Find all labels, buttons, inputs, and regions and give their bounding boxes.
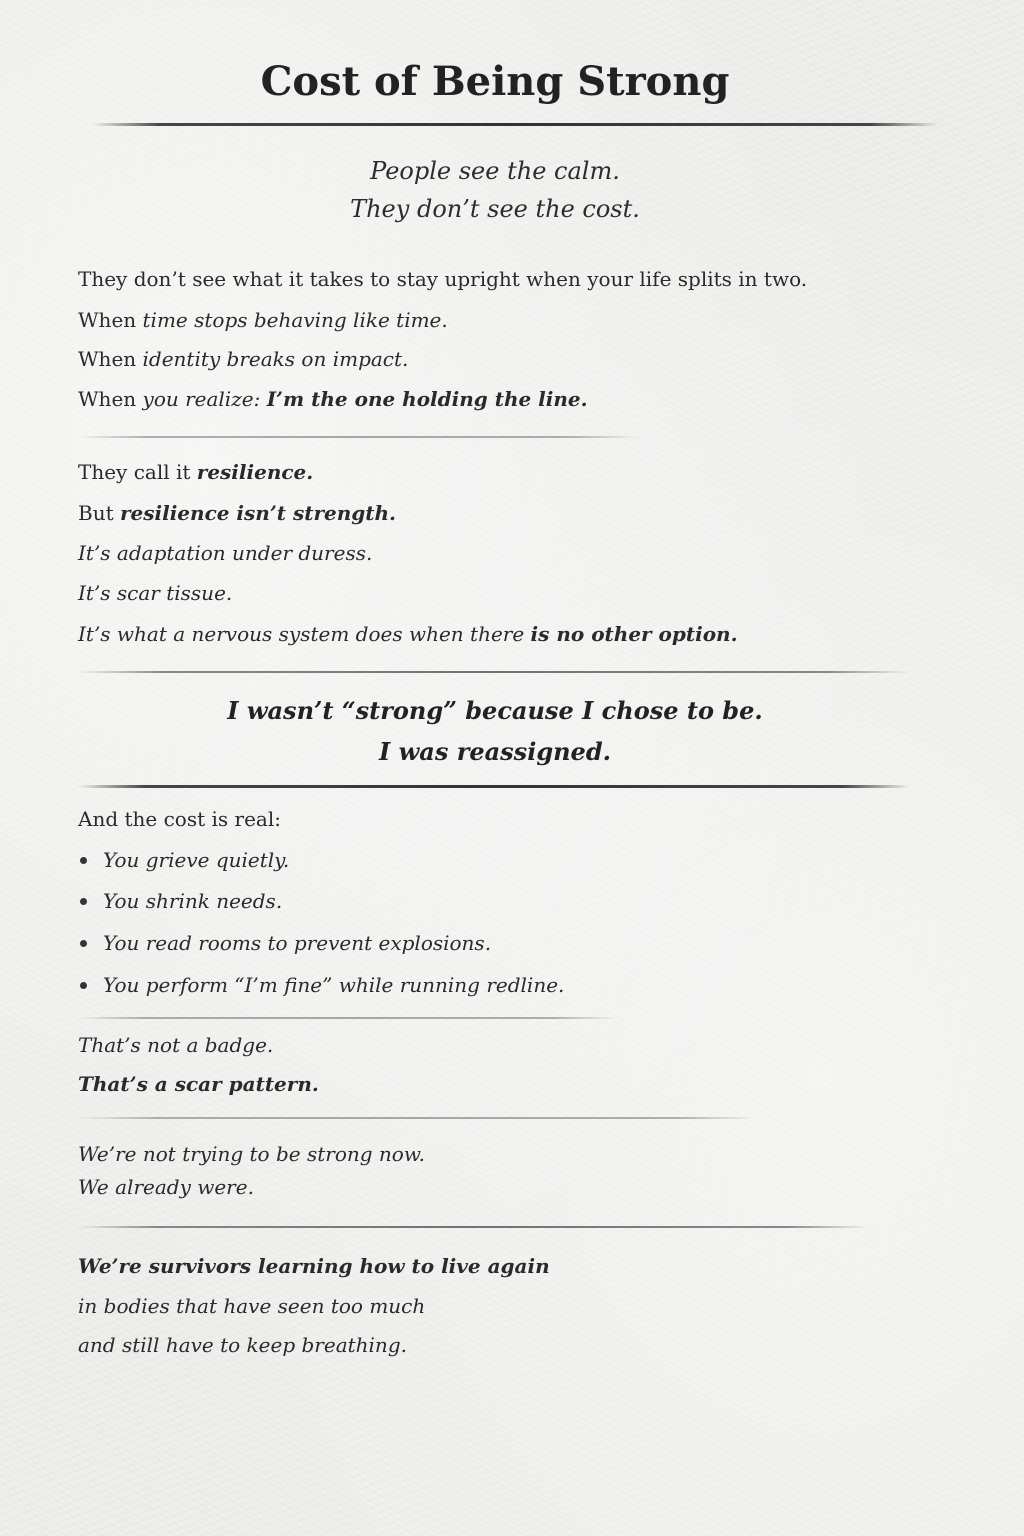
- bullet-dot-icon: [80, 940, 87, 947]
- bullet-item-2: You shrink needs.: [103, 889, 283, 913]
- section2-line-3: It’s adaptation under duress.: [78, 541, 373, 565]
- section4-divider: [78, 1117, 758, 1119]
- callout-divider: [78, 785, 910, 788]
- section4-line-2: [78, 1070, 319, 1098]
- section5-line-1: We’re not trying to be strong now.: [78, 1142, 425, 1166]
- section1-divider: [78, 436, 638, 438]
- section6-line-1: [78, 1252, 550, 1280]
- bullet-item-1: You grieve quietly.: [103, 848, 290, 872]
- section6-line-3: and still have to keep breathing.: [78, 1333, 407, 1357]
- section6-line-2: in bodies that have seen too much: [78, 1294, 426, 1318]
- section1-line-3-prefix: When: [78, 347, 143, 371]
- bullet-dot-icon: [80, 857, 87, 864]
- section2-divider: [78, 671, 910, 673]
- section3-intro: And the cost is real:: [78, 807, 281, 831]
- subtitle-line-1: People see the calm.: [370, 157, 620, 185]
- section4-line-1: That’s not a badge.: [78, 1033, 274, 1057]
- section3-divider: [78, 1017, 618, 1019]
- bullet-item-3: You read rooms to prevent explosions.: [103, 931, 492, 955]
- section1-line-4-prefix: When: [78, 387, 143, 411]
- section2-line-5-italic: It’s what a nervous system does when there: [78, 622, 531, 646]
- section1-line-2-prefix: When: [78, 308, 143, 332]
- section2-line-4: It’s scar tissue.: [78, 581, 233, 605]
- section1-line-4-italic: you realize:: [142, 387, 267, 411]
- section5-divider: [78, 1226, 868, 1228]
- section6-line-1-bold: survivors learning how to live again: [148, 1254, 550, 1278]
- section1-line-1: They don’t see what it takes to stay upright when your life splits in two.: [78, 267, 808, 291]
- page-title: Cost of Being Strong: [260, 58, 730, 105]
- section2-line-5-bold: is no other option.: [530, 622, 738, 646]
- section2-line-1-prefix: They call it: [78, 460, 197, 484]
- bullet-dot-icon: [80, 982, 87, 989]
- title-divider: [92, 123, 938, 126]
- section1-line-2-italic: time stops behaving like time.: [142, 308, 448, 332]
- section1-line-3: [78, 345, 408, 373]
- section1-line-2: [78, 306, 448, 334]
- section2-line-1-bold: resilience.: [196, 460, 314, 484]
- section2-line-1: [78, 458, 313, 486]
- section4-line-2-bold: scar pattern.: [174, 1072, 319, 1096]
- section1-line-4-bold: I’m the one holding the line.: [266, 387, 588, 411]
- section1-line-4: [78, 385, 588, 413]
- section2-line-2-prefix: But: [78, 501, 120, 525]
- section5-line-2: We already were.: [78, 1175, 254, 1199]
- section4-line-2-prefix: That’s a: [78, 1072, 175, 1096]
- section2-line-5: [78, 620, 738, 648]
- subtitle-line-2: They don’t see the cost.: [350, 195, 640, 223]
- bullet-item-4: You perform “I’m fine” while running redline.: [103, 973, 565, 997]
- section2-line-2: [78, 499, 396, 527]
- bullet-dot-icon: [80, 898, 87, 905]
- section6-line-1-prefix: We’re: [78, 1254, 149, 1278]
- section2-line-2-bold: resilience isn’t strength.: [119, 501, 397, 525]
- section1-line-3-italic: identity breaks on impact.: [142, 347, 409, 371]
- callout-line-1: I wasn’t “strong” because I chose to be.: [227, 696, 763, 725]
- callout-line-2: I was reassigned.: [379, 737, 611, 766]
